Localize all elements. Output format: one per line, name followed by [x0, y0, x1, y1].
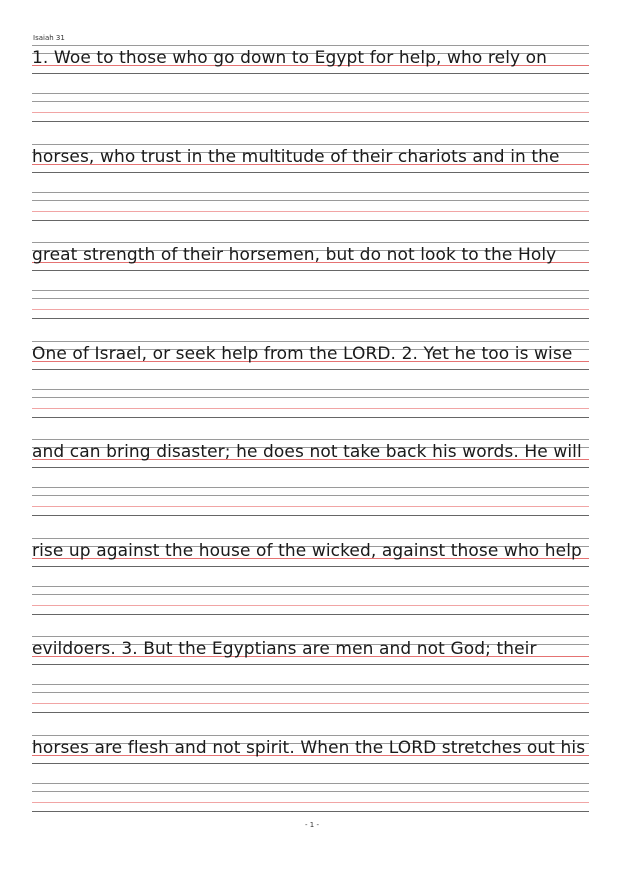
ruling-line	[32, 144, 589, 145]
ruling-line	[32, 200, 589, 201]
ruling-line	[32, 605, 589, 606]
ruling-line	[32, 220, 589, 221]
verse-text-line: rise up against the house of the wicked, against those who help	[32, 541, 582, 561]
ruling-line	[32, 270, 589, 271]
ruling-line	[32, 318, 589, 319]
ruling-line	[32, 290, 589, 291]
ruling-line	[32, 369, 589, 370]
verse-text-line: 1. Woe to those who go down to Egypt for help, who rely on	[32, 48, 548, 68]
ruling-line	[32, 664, 589, 665]
ruling-line	[32, 802, 589, 803]
ruling-line	[32, 538, 589, 539]
ruling-line	[32, 783, 589, 784]
ruling-line	[32, 397, 589, 398]
ruling-line	[32, 594, 589, 595]
ruling-line	[32, 341, 589, 342]
ruling-line	[32, 763, 589, 764]
verse-text-line: great strength of their horsemen, but do not look to the Holy	[32, 245, 557, 265]
ruling-line	[32, 684, 589, 685]
ruling-line	[32, 811, 589, 812]
ruling-line	[32, 735, 589, 736]
ruling-line	[32, 692, 589, 693]
page-header-title: Isaiah 31	[33, 34, 65, 42]
ruling-line	[32, 298, 589, 299]
ruling-line	[32, 417, 589, 418]
ruling-line	[32, 73, 589, 74]
ruling-line	[32, 101, 589, 102]
ruling-line	[32, 703, 589, 704]
ruling-line	[32, 506, 589, 507]
ruling-line	[32, 487, 589, 488]
ruling-line	[32, 439, 589, 440]
ruling-line	[32, 389, 589, 390]
ruling-line	[32, 515, 589, 516]
ruling-line	[32, 566, 589, 567]
ruling-line	[32, 211, 589, 212]
ruling-line	[32, 172, 589, 173]
ruling-line	[32, 309, 589, 310]
ruled-writing-area	[32, 0, 589, 883]
ruling-line	[32, 408, 589, 409]
verse-text-line: evildoers. 3. But the Egyptians are men and not God; their	[32, 639, 537, 659]
ruling-line	[32, 121, 589, 122]
ruling-line	[32, 614, 589, 615]
ruling-line	[32, 242, 589, 243]
ruling-line	[32, 495, 589, 496]
ruling-line	[32, 791, 589, 792]
verse-text-line: horses are flesh and not spirit. When the LORD stretches out his	[32, 738, 586, 758]
ruling-line	[32, 45, 589, 46]
ruling-line	[32, 467, 589, 468]
verse-text-line: One of Israel, or seek help from the LORD. 2. Yet he too is wise	[32, 344, 573, 364]
ruling-line	[32, 93, 589, 94]
ruling-line	[32, 712, 589, 713]
ruling-line	[32, 192, 589, 193]
ruling-line	[32, 636, 589, 637]
ruling-line	[32, 586, 589, 587]
ruling-line	[32, 112, 589, 113]
page-number: - 1 -	[305, 821, 319, 829]
verse-text-line: horses, who trust in the multitude of their chariots and in the	[32, 147, 560, 167]
verse-text-line: and can bring disaster; he does not take back his words. He will	[32, 442, 582, 462]
